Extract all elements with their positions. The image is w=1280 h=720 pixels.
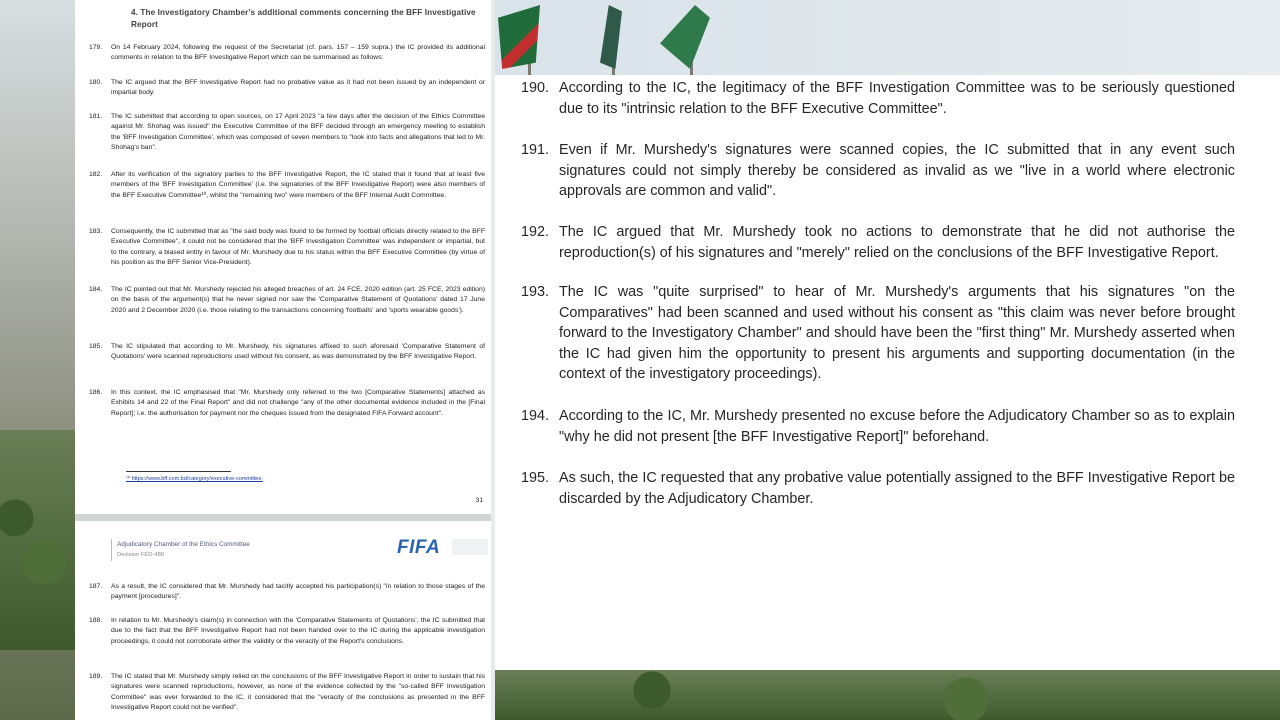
section-heading: 4. The Investigatory Chamber's additional comments concerning the BFF Investigative Report [131, 8, 476, 29]
paragraph-189: 189. The IC stated that Mr. Murshedy simply relied on the conclusions of the BFF Investigative Report in order to sustain that his signatures were scanned reproductions, however, as none of the evidence collected by the "so-called BFF Investigation Committee" was ever forwarded to the IC, it considered that the "veracity of the conclusions as presented in the BFF Investigative Report could not be verified". [89, 673, 485, 712]
paragraph-195: 195. As such, the IC requested that any probative value potentially assigned to the BFF Investigative Report be discarded by the Adjudicatory Chamber. [521, 470, 1235, 507]
paragraph-193: 193. The IC was "quite surprised" to hear of Mr. Murshedy's arguments that his signatures "on the Comparatives" had been scanned and used without his consent as "this claim was never before brought forward to the Investigatory Chamber" and should have been the "first thing" Mr. Murshedy asserted when the IC had given him the opportunity to present his arguments and supporting documentation (in the context of the investigatory proceedings). [521, 284, 1235, 383]
header-divider [111, 539, 112, 561]
paragraph-187: 187. As a result, the IC considered that Mr. Murshedy had tacitly accepted his participation(s) "in relation to those stages of the payment [procedures]". [89, 583, 485, 601]
paragraph-185: 185. The IC stipulated that according to Mr. Murshedy, his signatures affixed to such aforesaid 'Comparative Statement of Quotations' were scanned reproductions used without his consent, as was demonstrated by the BFF Investigative Report. [89, 343, 485, 361]
paragraph-192: 192. The IC argued that Mr. Murshedy took no actions to demonstrate that he did not authorise the reproduction(s) of his signatures and "merely" relied on the conclusions of the BFF Investigative Report. [521, 224, 1235, 261]
document-page-zoomed [495, 75, 1280, 670]
paragraph-190: 190. According to the IC, the legitimacy of the BFF Investigation Committee was to be seriously questioned due to its "intrinsic relation to the BFF Executive Committee". [521, 80, 1235, 117]
paragraph-179: 179. On 14 February 2024, following the request of the Secretariat (cf. pars. 157 – 159 supra.) the IC provided its additional comments in relation to the BFF Investigative Report which can be summarised as follows: [89, 44, 485, 62]
header-chamber: Adjudicatory Chamber of the Ethics Committee [117, 541, 250, 548]
trees [0, 430, 75, 650]
paragraph-180: 180. The IC argued that the BFF Investigative Report had no probative value as it had not been issued by an independent or impartial body. [89, 79, 485, 97]
document-page-32 [75, 521, 491, 720]
fifa-logo: FIFA [397, 537, 441, 558]
header-decision: Decision FED-480 [117, 552, 165, 558]
trees [495, 670, 1280, 720]
footnote-link[interactable]: ¹⁰ https://www.bff.com.bd/category/executive-committee. [126, 476, 263, 482]
paragraph-194: 194. According to the IC, Mr. Murshedy presented no excuse before the Adjudicatory Chamber so as to explain "why he did not present [the BFF Investigative Report]" beforehand. [521, 408, 1235, 445]
page-number: 31 [475, 497, 483, 504]
paragraph-188: 188. In relation to Mr. Murshedy's claim(s) in connection with the 'Comparative Statements of Quotations', the IC submitted that due to the fact that the BFF Investigative Report had not been handed over to the IC during the applicable investigation proceedings, it could not corroborate either the validity or the veracity of the Report's conclusions. [89, 617, 485, 645]
paragraph-182: 182. After its verification of the signatory parties to the BFF Investigative Report, the IC stated that it found that at least five members of the 'BFF Investigation Committee' (i.e. the signatories of the BFF Investigative Report) were also members of the BFF Executive Committee¹⁰, whilst the "remaining two" were members of the BFF Internal Audit Committee. [89, 171, 485, 199]
logo-placeholder [452, 539, 488, 555]
paragraph-183: 183. Consequently, the IC submitted that as "the said body was found to be formed by football officials directly related to the BFF Executive Committee", it could not be considered that the 'BFF Investigation Committee' was independent or impartial, but to the contrary, a biased entity in favour of Mr. Murshedy due to his status within the BFF Executive Committee (by virtue of his position as the BFF Senior Vice-President). [89, 228, 485, 267]
footnote-divider [126, 471, 231, 472]
paragraph-184: 184. The IC pointed out that Mr. Murshedy rejected his alleged breaches of art. 24 FCE, 2020 edition (art. 25 FCE, 2023 edition) on the basis of the argument(s) that he never signed nor saw the 'Comparative Statement of Quotations' dated 17 June 2020 and 2 December 2020 (i.e. those relating to the transactions concerning 'footballs' and 'sports wearable goods'). [89, 286, 485, 314]
paragraph-181: 181. The IC submitted that according to open sources, on 17 April 2023 "a few days after the decision of the Ethics Committee against Mr. Shohag was issued" the Executive Committee of the BFF decided through an emergency meeting to establish the 'BFF Investigation Committee', which was composed of seven members to "look into facts and allegations that led to Mr. Shohag's ban". [89, 113, 485, 152]
document-page-31 [75, 0, 491, 514]
paragraph-186: 186. In this context, the IC emphasised that "Mr. Murshedy only referred to the two [Comparative Statements] attached as Exhibits 14 and 22 of the Final Report" and did not challenge "any of the other documental evidence included in the [Final Report]; i.e. the authorisation for payment nor the cheques issued from the designated FIFA Forward account". [89, 389, 485, 417]
paragraph-191: 191. Even if Mr. Murshedy's signatures were scanned copies, the IC submitted that in any event such signatures could not simply thereby be considered as invalid as we "live in a world where electronic approvals are common and valid". [521, 142, 1235, 200]
